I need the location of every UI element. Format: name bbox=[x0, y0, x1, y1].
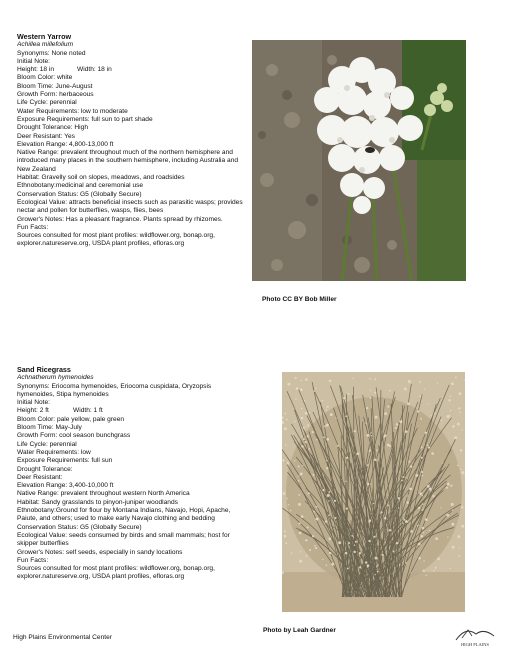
initial-note: Initial Note: bbox=[17, 57, 50, 65]
width: Width: 1 ft bbox=[73, 407, 103, 415]
bloom-time: Bloom Time: May-July bbox=[17, 424, 82, 432]
ethnobotany: Ethnobotany:medicinal and ceremonial use bbox=[17, 182, 144, 190]
width: Width: 18 in bbox=[77, 66, 112, 74]
fun-facts: Fun Facts: bbox=[17, 223, 49, 231]
fun-facts: Fun Facts: bbox=[17, 556, 49, 564]
life-cycle: Life Cycle: perennial bbox=[17, 440, 77, 448]
bloom-time: Bloom Time: June-August bbox=[17, 82, 93, 90]
conservation-status: Conservation Status: G5 (Globally Secure) bbox=[17, 190, 142, 198]
water-requirements: Water Requirements: low bbox=[17, 448, 91, 456]
bloom-color: Bloom Color: white bbox=[17, 74, 73, 82]
sand-ricegrass-photo bbox=[282, 372, 465, 612]
bloom-color: Bloom Color: pale yellow, pale green bbox=[17, 415, 125, 423]
deer-resistant: Deer Resistant: bbox=[17, 473, 63, 481]
western-yarrow-photo bbox=[252, 40, 466, 281]
growth-form: Growth Form: herbaceous bbox=[17, 91, 94, 99]
drought-tolerance: Drought Tolerance: High bbox=[17, 124, 88, 132]
sources: Sources consulted for most plant profiles: wildflower.org, bonap.org, explorer.natureserve.org, USDA plant profiles, efloras.org bbox=[17, 232, 215, 248]
height: Height: 18 in bbox=[17, 66, 55, 74]
growth-form: Growth Form: cool season bunchgrass bbox=[17, 432, 131, 440]
ecological-value: Ecological Value: attracts beneficial insects such as parasitic wasps; provides nectar and pollen for butterflies, wasps, flies, bees bbox=[17, 198, 243, 215]
growers-notes: Grower's Notes: Has a pleasant fragrance. Plants spread by rhizomes. bbox=[17, 215, 223, 223]
height-width-row bbox=[17, 66, 245, 74]
ecological-value: Ecological Value: seeds consumed by birds and small mammals; host for skipper butterflies bbox=[17, 531, 230, 548]
plant-entry-western-yarrow bbox=[17, 33, 245, 249]
ethnobotany: Ethnobotany:Ground for flour by Montana Indians, Navajo, Hopi, Apache, Paiute, and others; used to make early Navajo clothing and bedding bbox=[17, 507, 231, 523]
svg-text:HIGH PLAINS: HIGH PLAINS bbox=[460, 642, 490, 647]
plant-name: Sand Ricegrass bbox=[17, 366, 71, 374]
footer-organization: High Plains Environmental Center bbox=[13, 634, 112, 641]
photo-credit: Photo CC BY Bob Miller bbox=[262, 296, 337, 303]
organization-logo bbox=[452, 620, 498, 650]
habitat: Habitat: Gravelly soil on slopes, meadows, and roadsides bbox=[17, 174, 185, 182]
initial-note: Initial Note: bbox=[17, 399, 50, 407]
exposure-requirements: Exposure Requirements: full sun to part shade bbox=[17, 115, 153, 123]
synonyms: Synonyms: Eriocoma hymenoides, Eriocoma cuspidata, Oryzopsis hymenoides, Stipa hymenoides bbox=[17, 382, 212, 398]
growers-notes: Grower's Notes: self seeds, especially in sandy locations bbox=[17, 548, 183, 556]
deer-resistant: Deer Resistant: Yes bbox=[17, 132, 75, 140]
height: Height: 2 ft bbox=[17, 407, 49, 415]
elevation-range: Elevation Range: 4,800-13,000 ft bbox=[17, 140, 114, 148]
plant-scientific-name: Achillea millefolium bbox=[17, 41, 74, 49]
native-range: Native Range: prevalent throughout much of the northern hemisphere and introduced many places in the southern hemisphere, including Australia and New Zealand bbox=[17, 149, 239, 173]
photo-credit: Photo by Leah Gardner bbox=[263, 627, 336, 634]
native-range: Native Range: prevalent throughout western North America bbox=[17, 490, 190, 498]
height-width-row bbox=[17, 407, 245, 415]
exposure-requirements: Exposure Requirements: full sun bbox=[17, 457, 113, 465]
synonyms: Synonyms: None noted bbox=[17, 49, 86, 57]
water-requirements: Water Requirements: low to moderate bbox=[17, 107, 128, 115]
plant-name: Western Yarrow bbox=[17, 33, 72, 41]
plant-entry-sand-ricegrass bbox=[17, 366, 245, 582]
habitat: Habitat: Sandy grasslands to pinyon-juniper woodlands bbox=[17, 498, 178, 506]
conservation-status: Conservation Status: G5 (Globally Secure) bbox=[17, 523, 142, 531]
plant-scientific-name: Achnatherum hymenoides bbox=[17, 374, 94, 382]
sources: Sources consulted for most plant profiles: wildflower.org, bonap.org, explorer.natureserve.org, USDA plant profiles, efloras.org bbox=[17, 565, 215, 581]
drought-tolerance: Drought Tolerance: bbox=[17, 465, 73, 473]
life-cycle: Life Cycle: perennial bbox=[17, 99, 77, 107]
elevation-range: Elevation Range: 3,400-10,000 ft bbox=[17, 482, 114, 490]
